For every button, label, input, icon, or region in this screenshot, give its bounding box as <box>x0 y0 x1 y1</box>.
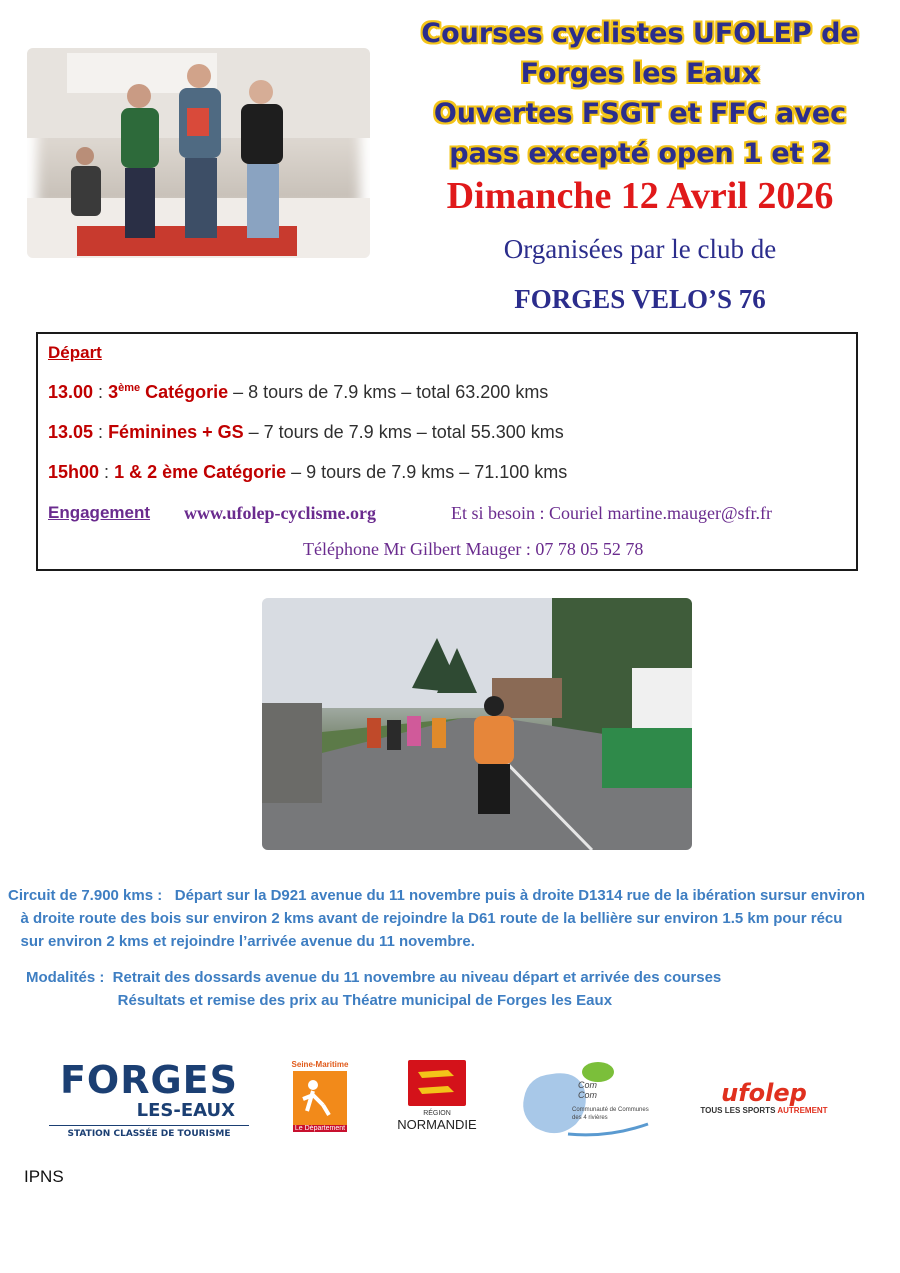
modalites-line: Modalités : Retrait des dossards avenue du 11 novembre au niveau départ et arrivée des courses <box>26 969 722 986</box>
forges-logo-tag: STATION CLASSÉE DE TOURISME <box>67 1129 231 1139</box>
modalites <box>26 966 721 1012</box>
race-photo <box>262 598 692 850</box>
club-name: FORGES VELO’S 76 <box>514 284 766 314</box>
race-category: 1 & 2 ème Catégorie <box>114 462 287 482</box>
race-sep: : <box>99 462 115 482</box>
organised-by: Organisées par le club de <box>503 234 777 264</box>
seine-figure-icon <box>293 1071 347 1125</box>
ufolep-logo <box>689 1080 839 1124</box>
circuit-description <box>8 884 900 953</box>
forges-les-eaux-logo <box>49 1060 249 1142</box>
contact-email: Et si besoin : Couriel martine.mauger@sfr.fr <box>451 503 773 523</box>
race-category <box>108 382 228 402</box>
seine-maritime-logo <box>290 1060 350 1140</box>
ufolep-tag-b: AUTREMENT <box>777 1106 828 1115</box>
race-category: Féminines + GS <box>108 422 244 442</box>
race-category-main: 3 <box>108 382 119 402</box>
website-link[interactable]: www.ufolep-cyclisme.org <box>184 503 376 523</box>
race-line <box>48 462 567 483</box>
contact-phone: Téléphone Mr Gilbert Mauger : 07 78 05 52 78 <box>303 539 644 559</box>
race-details: – 7 tours de 7.9 kms – total 55.300 kms <box>243 422 564 442</box>
race-line <box>48 382 548 403</box>
region-small-label: RÉGION <box>423 1110 451 1117</box>
forges-logo-main: FORGES <box>59 1058 239 1102</box>
seine-logo-bottom: Le Département <box>294 1125 346 1132</box>
event-date: Dimanche 12 Avril 2026 <box>446 175 834 217</box>
circuit-line: à droite route des bois sur environ 2 kms avant de rejoindre la D61 route de la bellière sur environ 1.5 km pour récu <box>8 910 843 927</box>
title-line: Ouvertes FSGT et FFC avec <box>433 98 847 129</box>
program-box <box>36 332 858 571</box>
title-line: Forges les Eaux <box>520 58 760 89</box>
depart-label: Départ <box>48 343 102 362</box>
comcom-map-icon <box>518 1058 658 1144</box>
race-time: 13.05 <box>48 422 94 442</box>
region-name-label: NORMANDIE <box>397 1117 477 1132</box>
forges-logo-sub: LES-EAUX <box>136 1100 235 1121</box>
race-time: 13.00 <box>48 382 94 402</box>
comcom-desc-1: Communauté de Communes <box>572 1107 649 1113</box>
modalites-line: Résultats et remise des prix au Théatre municipal de Forges les Eaux <box>26 992 613 1009</box>
race-category-post: Catégorie <box>140 382 229 402</box>
comcom-logo <box>518 1058 658 1144</box>
circuit-line: sur environ 2 kms et rejoindre l’arrivée avenue du 11 novembre. <box>8 933 475 950</box>
comcom-label-a: Com <box>578 1080 598 1090</box>
normandie-lions-icon <box>408 1060 466 1106</box>
race-sep: : <box>93 382 109 402</box>
race-line <box>48 422 564 443</box>
circuit-line: Circuit de 7.900 kms : Départ sur la D921 avenue du 11 novembre puis à droite D1314 rue de la ibération sursur environ <box>8 887 865 904</box>
engagement-label: Engagement <box>48 503 151 522</box>
region-normandie-logo <box>392 1060 482 1140</box>
podium-photo <box>27 48 370 258</box>
title-line: Courses cyclistes UFOLEP de <box>421 18 859 49</box>
race-sep: : <box>93 422 109 442</box>
race-time: 15h00 <box>48 462 100 482</box>
race-details: – 8 tours de 7.9 kms – total 63.200 kms <box>228 382 549 402</box>
event-title <box>380 14 900 174</box>
ufolep-name: ufolep <box>721 1079 807 1107</box>
comcom-label-b: Com <box>578 1090 598 1100</box>
ufolep-tag-a: TOUS LES SPORTS <box>700 1106 776 1115</box>
title-line: pass excepté open 1 et 2 <box>449 138 831 169</box>
race-details: – 9 tours de 7.9 kms – 71.100 kms <box>286 462 568 482</box>
comcom-desc-2: des 4 rivières <box>572 1115 608 1121</box>
ipns-footer: IPNS <box>24 1167 64 1186</box>
seine-logo-top: Seine-Maritime <box>291 1060 349 1069</box>
race-category-sup: ème <box>118 382 141 394</box>
